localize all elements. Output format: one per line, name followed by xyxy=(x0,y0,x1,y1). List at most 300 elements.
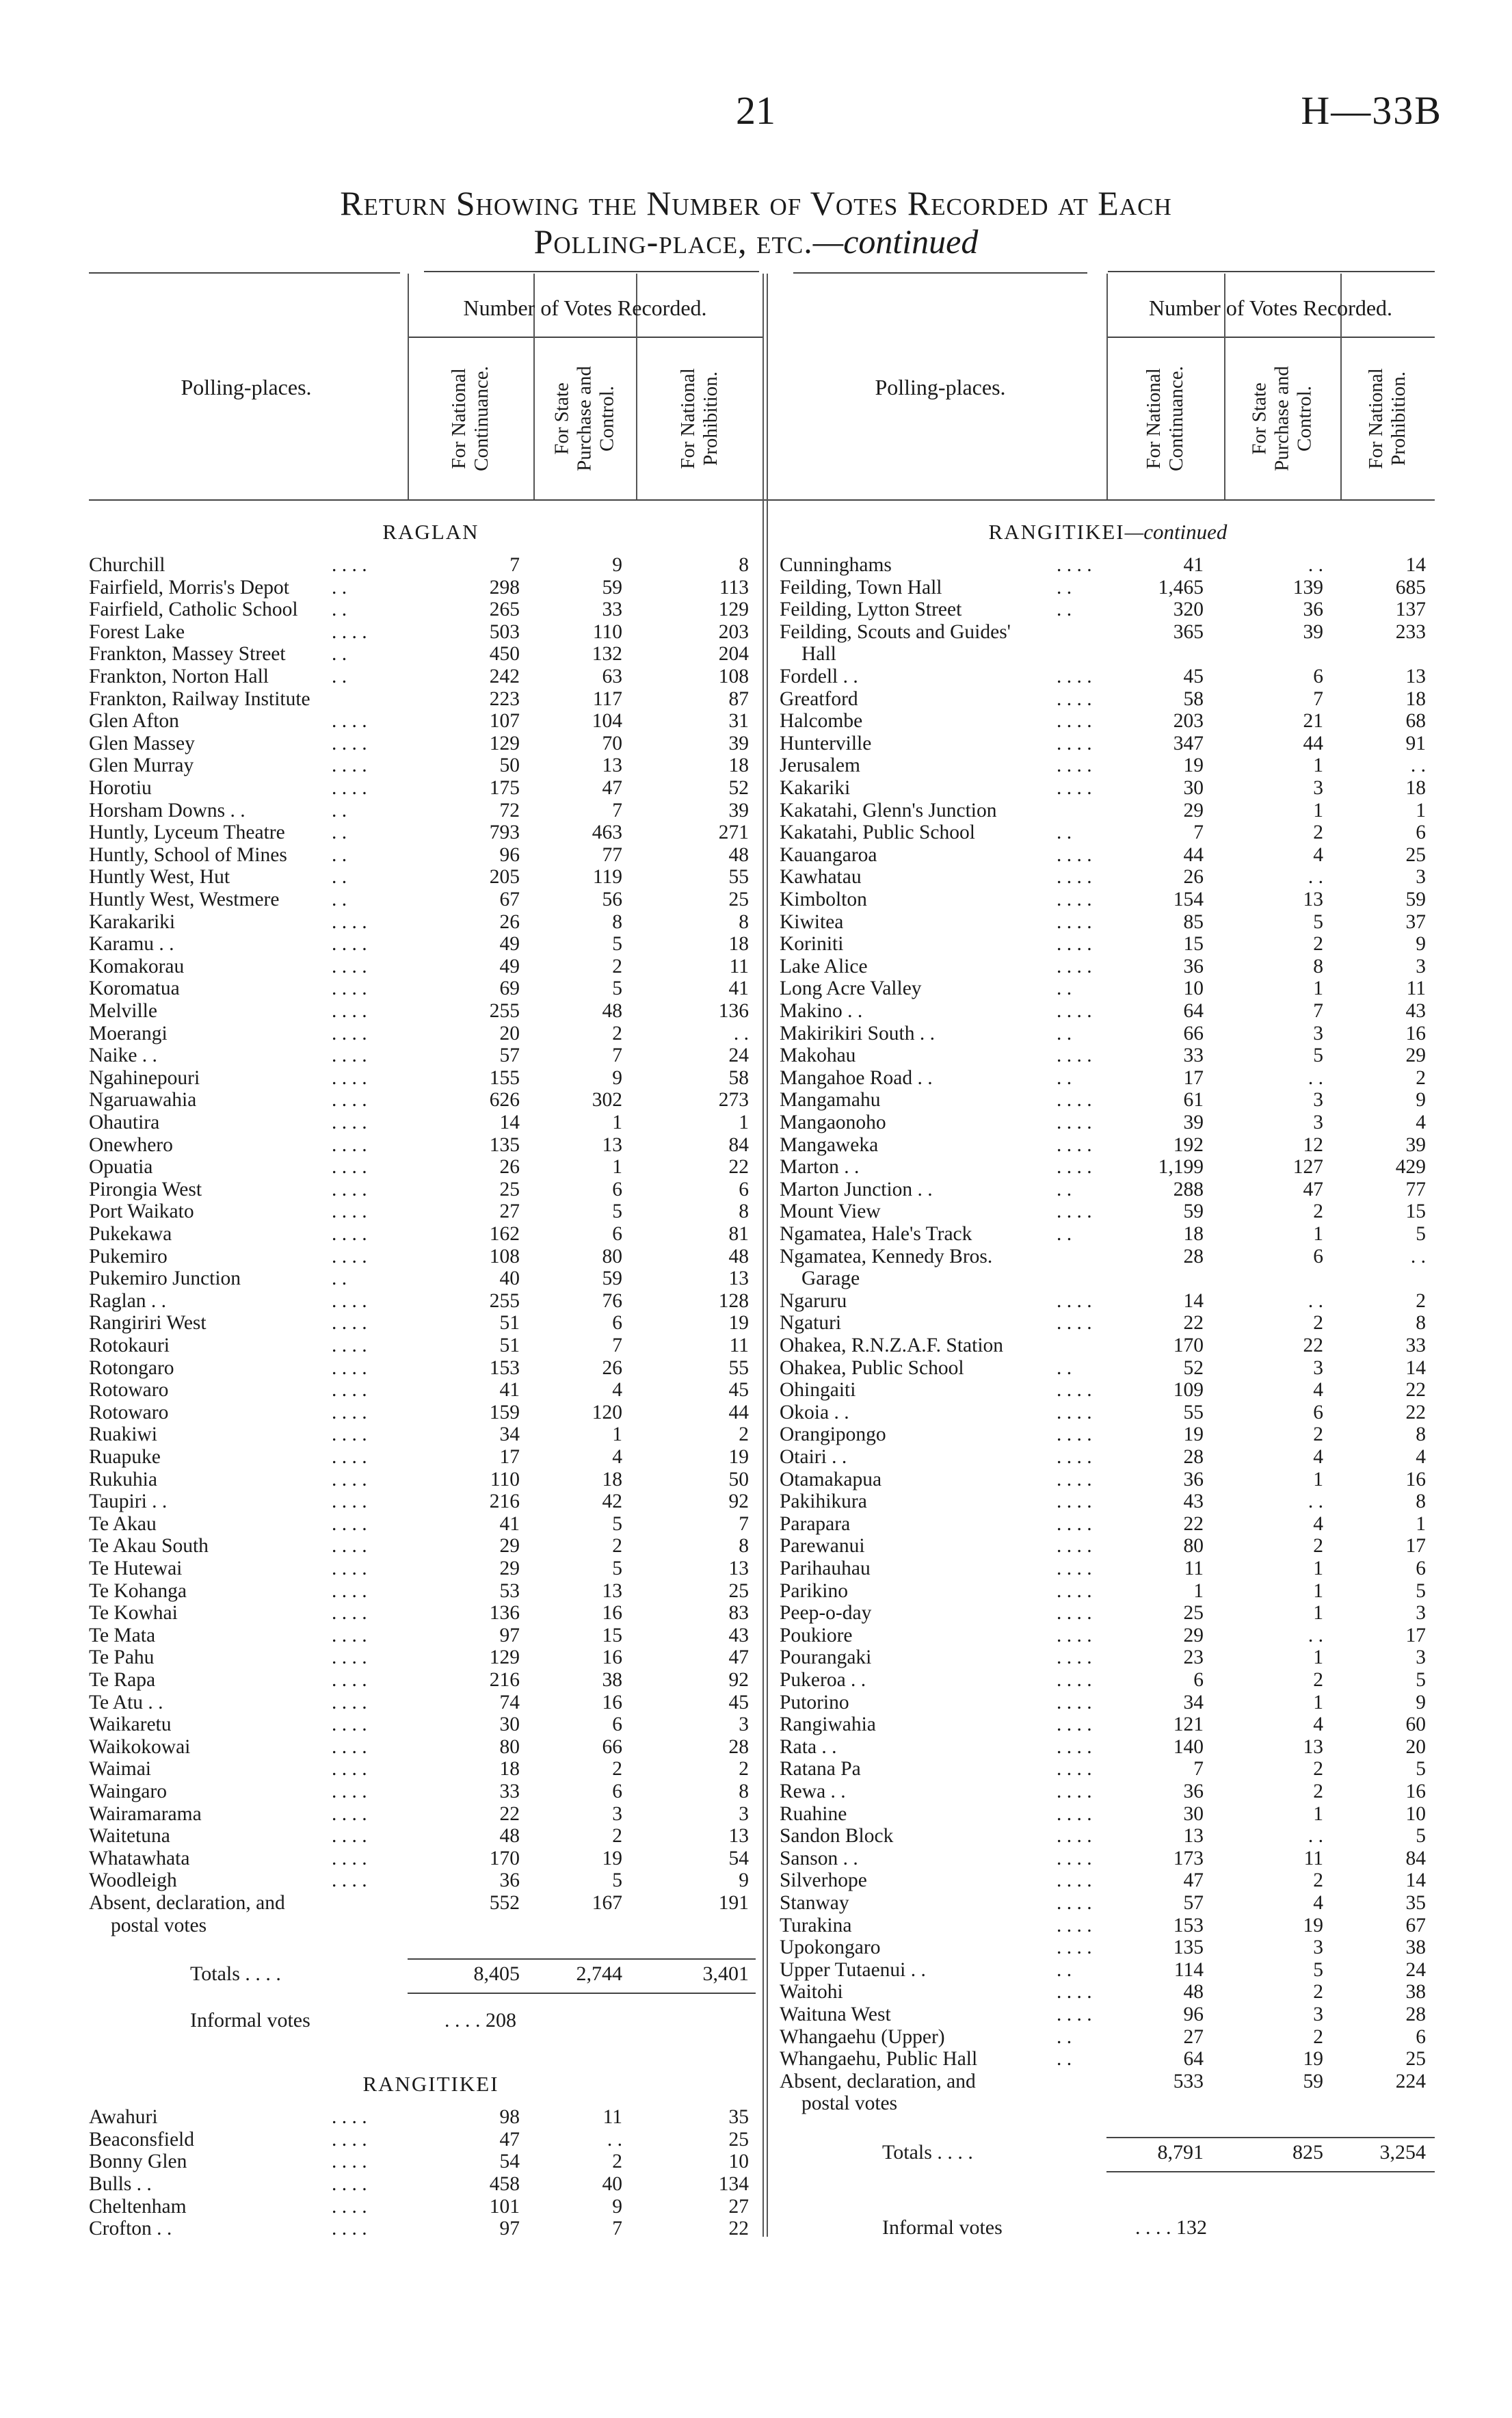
table-row xyxy=(780,577,1433,599)
prohibition-value: 20 xyxy=(1405,1735,1426,1758)
table-row xyxy=(89,1156,756,1178)
leader-dots: . . . . xyxy=(1057,1825,1092,1848)
polling-place-name: Churchill xyxy=(89,554,165,576)
prohibition-value: 22 xyxy=(1405,1401,1426,1423)
prohibition-value: 25 xyxy=(728,2128,749,2151)
table-row xyxy=(780,844,1433,866)
polling-place-name: Rata . . xyxy=(780,1735,837,1758)
continuance-value: 39 xyxy=(1183,1112,1204,1133)
prohibition-value: 5 xyxy=(1416,1223,1426,1245)
continuance-value: 25 xyxy=(1183,1602,1204,1625)
state-purchase-value: 1 xyxy=(1313,1802,1323,1825)
state-purchase-value: 63 xyxy=(602,666,622,687)
prohibition-value: 128 xyxy=(718,1289,749,1312)
continuance-value: 64 xyxy=(1183,1000,1204,1022)
state-purchase-value: . . xyxy=(1308,1624,1323,1646)
leader-dots: . . . . xyxy=(332,1178,367,1200)
polling-place-name: Frankton, Railway Institute xyxy=(89,687,310,710)
state-purchase-value: 1 xyxy=(1313,799,1323,822)
leader-dots: . . xyxy=(332,1267,347,1290)
prohibition-value: 39 xyxy=(728,799,749,822)
prohibition-value: 4 xyxy=(1416,1446,1426,1468)
polling-place-name: Awahuri xyxy=(89,2106,158,2129)
continuance-value: 14 xyxy=(499,1112,520,1133)
polling-place-name: Whatawhata xyxy=(89,1847,190,1869)
leader-dots: . . . . xyxy=(1057,710,1092,733)
leader-dots: . . . . xyxy=(1057,1112,1092,1133)
polling-place-name: Pakihikura xyxy=(780,1490,867,1513)
prohibition-value: 39 xyxy=(728,732,749,754)
state-purchase-value: 5 xyxy=(612,977,622,1000)
polling-place-name: Mangahoe Road . . xyxy=(780,1066,933,1089)
table-row xyxy=(89,754,756,776)
leader-dots: . . . . xyxy=(1057,1802,1092,1825)
state-purchase-value: 44 xyxy=(1303,732,1323,754)
polling-place-name: Te Atu . . xyxy=(89,1691,163,1713)
table-row xyxy=(89,911,756,933)
leader-dots: . . xyxy=(1057,977,1072,1000)
state-purchase-value: 1 xyxy=(1313,1223,1323,1245)
table-row xyxy=(780,621,1433,643)
leader-dots: . . xyxy=(1057,1178,1072,1200)
state-purchase-value: 463 xyxy=(592,822,622,844)
table-row xyxy=(780,1134,1433,1156)
continuance-value: 85 xyxy=(1183,910,1204,933)
continuance-value: 101 xyxy=(489,2195,520,2218)
continuance-value: 552 xyxy=(489,1892,520,1914)
continuance-value: 33 xyxy=(1183,1044,1204,1067)
polling-place-name: Otairi . . xyxy=(780,1446,847,1468)
prohibition-value: 9 xyxy=(739,1869,749,1892)
prohibition-value: 8 xyxy=(1416,1490,1426,1513)
state-purchase-value: 1 xyxy=(1313,1691,1323,1713)
prohibition-value: 233 xyxy=(1395,620,1426,643)
continuance-value: 18 xyxy=(499,1758,520,1780)
prohibition-value: 17 xyxy=(1405,1624,1426,1646)
state-purchase-value: 33 xyxy=(602,599,622,621)
polling-place-name: Ohautira xyxy=(89,1112,160,1133)
state-purchase-value: 1 xyxy=(1313,754,1323,777)
table-row xyxy=(89,1246,756,1267)
table-row xyxy=(89,733,756,754)
polling-place-name: Hunterville xyxy=(780,732,872,754)
polling-place-name: Absent, declaration, and xyxy=(89,1892,285,1914)
prohibition-value: 38 xyxy=(1405,1936,1426,1959)
polling-place-name: Waimai xyxy=(89,1758,152,1780)
prohibition-value: 25 xyxy=(1405,843,1426,866)
table-row xyxy=(89,1692,756,1713)
state-purchase-value: 3 xyxy=(1313,2003,1323,2025)
continuance-value: 64 xyxy=(1183,2048,1204,2071)
table-row xyxy=(780,1646,1433,1668)
table-row xyxy=(780,1558,1433,1579)
polling-place-name: Silverhope xyxy=(780,1869,867,1892)
table-row xyxy=(780,1290,1433,1312)
continuance-value: 57 xyxy=(1183,1892,1204,1914)
state-purchase-value: 18 xyxy=(602,1468,622,1490)
polling-place-name: Pukekawa xyxy=(89,1223,172,1245)
polling-place-name: Absent, declaration, and xyxy=(780,2070,976,2092)
leader-dots: . . . . xyxy=(332,1780,367,1802)
leader-dots: . . . . xyxy=(1057,554,1092,576)
continuance-value: 50 xyxy=(499,754,520,777)
leader-dots: . . . . xyxy=(332,1044,367,1067)
state-purchase-value: 104 xyxy=(592,710,622,733)
polling-place-name: Parapara xyxy=(780,1512,851,1535)
polling-place-name: Kiwitea xyxy=(780,910,844,933)
prohibition-value: 4 xyxy=(1416,1112,1426,1133)
polling-place-name: Te Pahu xyxy=(89,1646,155,1669)
table-row xyxy=(89,1869,756,1891)
continuance-value: 80 xyxy=(1183,1535,1204,1558)
title-line-2-main: Polling-place, etc. xyxy=(533,222,813,261)
continuance-value: 26 xyxy=(1183,866,1204,889)
prohibition-value: 92 xyxy=(728,1490,749,1513)
table-row xyxy=(89,1758,756,1780)
table-row xyxy=(89,1335,756,1356)
continuance-value: 155 xyxy=(489,1066,520,1089)
leader-dots: . . xyxy=(1057,576,1072,599)
prohibition-value: 3 xyxy=(1416,1646,1426,1669)
leader-dots: . . . . xyxy=(1057,1379,1092,1402)
continuance-value: 34 xyxy=(1183,1691,1204,1713)
leader-dots: . . xyxy=(1057,2048,1072,2071)
state-purchase-value: 4 xyxy=(1313,1379,1323,1402)
leader-dots: . . . . xyxy=(332,1624,367,1646)
leader-dots: . . . . xyxy=(1057,1000,1092,1022)
continuance-value: 36 xyxy=(1183,955,1204,977)
continuance-value: 69 xyxy=(499,977,520,1000)
prohibition-value: 50 xyxy=(728,1468,749,1490)
table-row xyxy=(780,666,1433,687)
continuance-value: 170 xyxy=(489,1847,520,1869)
state-purchase-value: 3 xyxy=(1313,1356,1323,1379)
table-row xyxy=(89,554,756,576)
table-row xyxy=(89,933,756,955)
state-purchase-value: 7 xyxy=(612,799,622,822)
polling-place-name: Raglan . . xyxy=(89,1289,167,1312)
col-header-continuance-right-text: For National Continuance. xyxy=(1143,366,1187,471)
continuance-value: 36 xyxy=(499,1869,520,1892)
state-purchase-value: 1 xyxy=(612,1423,622,1446)
table-row xyxy=(780,1423,1433,1445)
state-purchase-value: 127 xyxy=(1292,1156,1323,1179)
table-row xyxy=(780,1312,1433,1334)
polling-place-name: Waikaretu xyxy=(89,1713,172,1736)
state-purchase-value: 16 xyxy=(602,1646,622,1669)
polling-place-name: Feilding, Scouts and Guides' xyxy=(780,620,1011,643)
informal-value-left: . . . . 208 xyxy=(445,2009,516,2032)
state-purchase-value: 16 xyxy=(602,1691,622,1713)
state-purchase-value: 4 xyxy=(1313,1713,1323,1736)
table-row xyxy=(89,1402,756,1423)
prohibition-value: 35 xyxy=(1405,1892,1426,1914)
leader-dots: . . . . xyxy=(1057,687,1092,710)
polling-place-name: Pourangaki xyxy=(780,1646,872,1669)
leader-dots: . . xyxy=(1057,1356,1072,1379)
polling-place-name: Waingaro xyxy=(89,1780,167,1802)
table-row xyxy=(89,1357,756,1379)
continuance-value: 53 xyxy=(499,1579,520,1602)
continuance-value: 216 xyxy=(489,1490,520,1513)
table-row xyxy=(780,1625,1433,1646)
leader-dots: . . . . xyxy=(1057,955,1092,977)
continuance-value: 30 xyxy=(1183,1802,1204,1825)
state-purchase-value: 26 xyxy=(602,1356,622,1379)
state-purchase-value: 38 xyxy=(602,1669,622,1691)
leader-dots: . . . . xyxy=(332,1401,367,1423)
table-row xyxy=(89,688,756,710)
col-header-continuance-left xyxy=(408,341,533,497)
table-row xyxy=(89,1023,756,1044)
continuance-value: 298 xyxy=(489,576,520,599)
rule-group-right xyxy=(1106,337,1435,338)
state-purchase-value: 1 xyxy=(612,1112,622,1133)
state-purchase-value: 2 xyxy=(1313,1669,1323,1691)
table-row xyxy=(89,666,756,687)
totals-continuance-right: 8,791 xyxy=(1157,2141,1204,2164)
table-row xyxy=(89,822,756,843)
continuance-value: 20 xyxy=(499,1022,520,1044)
polling-place-name: Orangipongo xyxy=(780,1423,886,1446)
polling-place-name: Waituna West xyxy=(780,2003,891,2025)
polling-place-name: Rotokauri xyxy=(89,1335,170,1356)
table-row xyxy=(780,754,1433,776)
prohibition-value: 8 xyxy=(1416,1312,1426,1335)
table-row xyxy=(89,710,756,732)
state-purchase-value: 13 xyxy=(602,1133,622,1156)
polling-place-name: Fairfield, Morris's Depot xyxy=(89,576,289,599)
leader-dots: . . . . xyxy=(332,1312,367,1335)
totals-rule-bottom-right xyxy=(1106,2171,1435,2172)
col-header-state-purchase-right xyxy=(1224,341,1340,497)
continuance-value: 28 xyxy=(1183,1245,1204,1267)
continuance-value: 121 xyxy=(1173,1713,1204,1736)
state-purchase-value: 8 xyxy=(1313,955,1323,977)
leader-dots: . . . . xyxy=(1057,1869,1092,1892)
table-row xyxy=(89,1490,756,1512)
prohibition-value: 3 xyxy=(739,1713,749,1736)
state-purchase-value: 2 xyxy=(612,955,622,977)
section-heading-rangitikei-continued xyxy=(780,520,1436,544)
prohibition-value: 13 xyxy=(728,1267,749,1290)
continuance-value: 17 xyxy=(499,1446,520,1468)
table-row xyxy=(89,1179,756,1200)
polling-place-name: Melville xyxy=(89,1000,157,1022)
leader-dots: . . . . xyxy=(332,754,367,777)
leader-dots: . . xyxy=(332,666,347,687)
table-row xyxy=(780,1112,1433,1133)
table-row xyxy=(780,1067,1433,1089)
prohibition-value: 25 xyxy=(1405,2048,1426,2071)
title-line-2-suffix: —continued xyxy=(812,222,979,261)
prohibition-value: 16 xyxy=(1405,1780,1426,1802)
table-row xyxy=(89,1602,756,1624)
polling-place-name: Makirikiri South . . xyxy=(780,1022,935,1044)
state-purchase-value: 22 xyxy=(1303,1335,1323,1356)
continuance-value: 110 xyxy=(490,1468,520,1490)
leader-dots: . . . . xyxy=(1057,777,1092,799)
state-purchase-value: 80 xyxy=(602,1245,622,1267)
continuance-value: 626 xyxy=(489,1089,520,1112)
state-purchase-value: 2 xyxy=(1313,1758,1323,1780)
polling-place-name: postal votes xyxy=(801,2092,898,2115)
totals-label-right: Totals . . . . xyxy=(882,2141,973,2164)
leader-dots: . . . . xyxy=(1057,910,1092,933)
continuance-value: 98 xyxy=(499,2106,520,2129)
col-header-prohibition-right-text: For National Prohibition. xyxy=(1365,368,1409,469)
leader-dots: . . . . xyxy=(1057,2003,1092,2025)
continuance-value: 203 xyxy=(1173,710,1204,733)
prohibition-value: 16 xyxy=(1405,1022,1426,1044)
continuance-value: 1 xyxy=(1193,1579,1204,1602)
leader-dots: . . xyxy=(332,889,347,910)
polling-place-name: Horsham Downs . . xyxy=(89,799,246,822)
table-row xyxy=(780,1379,1433,1401)
table-row xyxy=(780,1267,1433,1289)
polling-place-name: Ohakea, Public School xyxy=(780,1356,964,1379)
continuance-value: 57 xyxy=(499,1044,520,1067)
prohibition-value: . . xyxy=(1410,754,1426,777)
continuance-value: 44 xyxy=(1183,843,1204,866)
table-row xyxy=(780,889,1433,910)
continuance-value: 13 xyxy=(1183,1825,1204,1848)
table-row xyxy=(780,866,1433,888)
continuance-value: 33 xyxy=(499,1780,520,1802)
state-purchase-value: 4 xyxy=(1313,1892,1323,1914)
prohibition-value: 55 xyxy=(728,866,749,889)
continuance-value: 22 xyxy=(1183,1312,1204,1335)
leader-dots: . . . . xyxy=(1057,1558,1092,1579)
page-number: 21 xyxy=(736,88,775,133)
state-purchase-value: 42 xyxy=(602,1490,622,1513)
polling-place-name: Te Akau South xyxy=(89,1535,209,1558)
rule-top-right xyxy=(793,272,1087,274)
prohibition-value: 3 xyxy=(1416,866,1426,889)
polling-place-name: Taupiri . . xyxy=(89,1490,168,1513)
continuance-value: 109 xyxy=(1173,1379,1204,1402)
continuance-value: 47 xyxy=(499,2128,520,2151)
leader-dots: . . . . xyxy=(1057,843,1092,866)
table-row xyxy=(780,777,1433,799)
polling-place-name: Jerusalem xyxy=(780,754,860,777)
prohibition-value: 77 xyxy=(1405,1178,1426,1200)
state-purchase-value: 8 xyxy=(612,910,622,933)
table-row xyxy=(780,1869,1433,1891)
prohibition-value: 2 xyxy=(1416,1289,1426,1312)
polling-place-name: Kakatahi, Glenn's Junction xyxy=(780,799,997,822)
polling-place-name: Lake Alice xyxy=(780,955,868,977)
page-reference: H—33B xyxy=(1301,88,1442,133)
continuance-value: 288 xyxy=(1173,1178,1204,1200)
prohibition-value: 27 xyxy=(728,2195,749,2218)
state-purchase-value: 7 xyxy=(612,2218,622,2240)
table-row xyxy=(89,1915,756,1936)
polling-place-name: Huntly West, Westmere xyxy=(89,889,280,910)
polling-place-name: postal votes xyxy=(111,1914,207,1936)
continuance-value: 29 xyxy=(1183,1624,1204,1646)
state-purchase-value: 66 xyxy=(602,1735,622,1758)
table-row xyxy=(89,1379,756,1401)
prohibition-value: 41 xyxy=(728,977,749,1000)
table-row xyxy=(780,1490,1433,1512)
continuance-value: 216 xyxy=(489,1669,520,1691)
continuance-value: 48 xyxy=(499,1825,520,1848)
prohibition-value: 129 xyxy=(718,599,749,621)
polling-place-name: Huntly West, Hut xyxy=(89,866,230,889)
leader-dots: . . . . xyxy=(332,1112,367,1133)
col-header-prohibition-left-text: For National Prohibition. xyxy=(676,368,721,469)
polling-place-name: Kimbolton xyxy=(780,889,867,910)
leader-dots: . . . . xyxy=(332,910,367,933)
prohibition-value: 2 xyxy=(739,1423,749,1446)
polling-place-name: Ohakea, R.N.Z.A.F. Station xyxy=(780,1335,1004,1356)
table-row xyxy=(89,1736,756,1758)
polling-place-name: Karakariki xyxy=(89,910,176,933)
prohibition-value: 17 xyxy=(1405,1535,1426,1558)
state-purchase-value: 5 xyxy=(1313,1044,1323,1067)
totals-rule-top-right xyxy=(1106,2137,1435,2138)
polling-place-name: Waikokowai xyxy=(89,1735,191,1758)
state-purchase-value: 2 xyxy=(1313,1423,1323,1446)
leader-dots: . . . . xyxy=(332,2173,367,2195)
continuance-value: 153 xyxy=(489,1356,520,1379)
table-row xyxy=(780,1513,1433,1535)
leader-dots: . . . . xyxy=(1057,1624,1092,1646)
state-purchase-value: 1 xyxy=(1313,1646,1323,1669)
state-purchase-value: 13 xyxy=(602,1579,622,1602)
continuance-value: 793 xyxy=(489,822,520,844)
totals-label-left: Totals . . . . xyxy=(190,1962,281,1986)
table-row xyxy=(780,1335,1433,1356)
polling-place-name: Upper Tutaenui . . xyxy=(780,1958,926,1981)
continuance-value: 74 xyxy=(499,1691,520,1713)
state-purchase-value: 21 xyxy=(1303,710,1323,733)
polling-place-name: Mount View xyxy=(780,1200,881,1223)
state-purchase-value: 6 xyxy=(612,1713,622,1736)
state-purchase-value: 3 xyxy=(1313,1089,1323,1112)
polling-place-name: Whangaehu, Public Hall xyxy=(780,2048,978,2071)
continuance-value: 223 xyxy=(489,687,520,710)
table-row xyxy=(780,2003,1433,2025)
state-purchase-value: 47 xyxy=(1303,1178,1323,1200)
leader-dots: . . xyxy=(332,599,347,621)
state-purchase-value: 36 xyxy=(1303,599,1323,621)
prohibition-value: 52 xyxy=(728,777,749,799)
polling-place-name: Rewa . . xyxy=(780,1780,846,1802)
totals-state-purchase-left: 2,744 xyxy=(576,1962,622,1986)
state-purchase-value: 70 xyxy=(602,732,622,754)
prohibition-value: 3 xyxy=(1416,955,1426,977)
leader-dots: . . . . xyxy=(1057,1289,1092,1312)
table-row xyxy=(89,1044,756,1066)
state-purchase-value: 59 xyxy=(1303,2070,1323,2092)
table-row xyxy=(89,1825,756,1847)
prohibition-value: 45 xyxy=(728,1691,749,1713)
table-row xyxy=(89,1000,756,1022)
continuance-value: 19 xyxy=(1183,1423,1204,1446)
prohibition-value: 28 xyxy=(728,1735,749,1758)
prohibition-value: 14 xyxy=(1405,1869,1426,1892)
vline-divider-a xyxy=(762,274,764,2237)
informal-label-right: Informal votes xyxy=(882,2216,1003,2239)
table-row xyxy=(780,1669,1433,1691)
polling-place-name: Te Kohanga xyxy=(89,1579,187,1602)
state-purchase-value: 2 xyxy=(1313,822,1323,844)
section-heading-raglan: RAGLAN xyxy=(382,520,479,544)
state-purchase-value: 6 xyxy=(612,1223,622,1245)
col-header-continuance-right xyxy=(1106,341,1224,497)
